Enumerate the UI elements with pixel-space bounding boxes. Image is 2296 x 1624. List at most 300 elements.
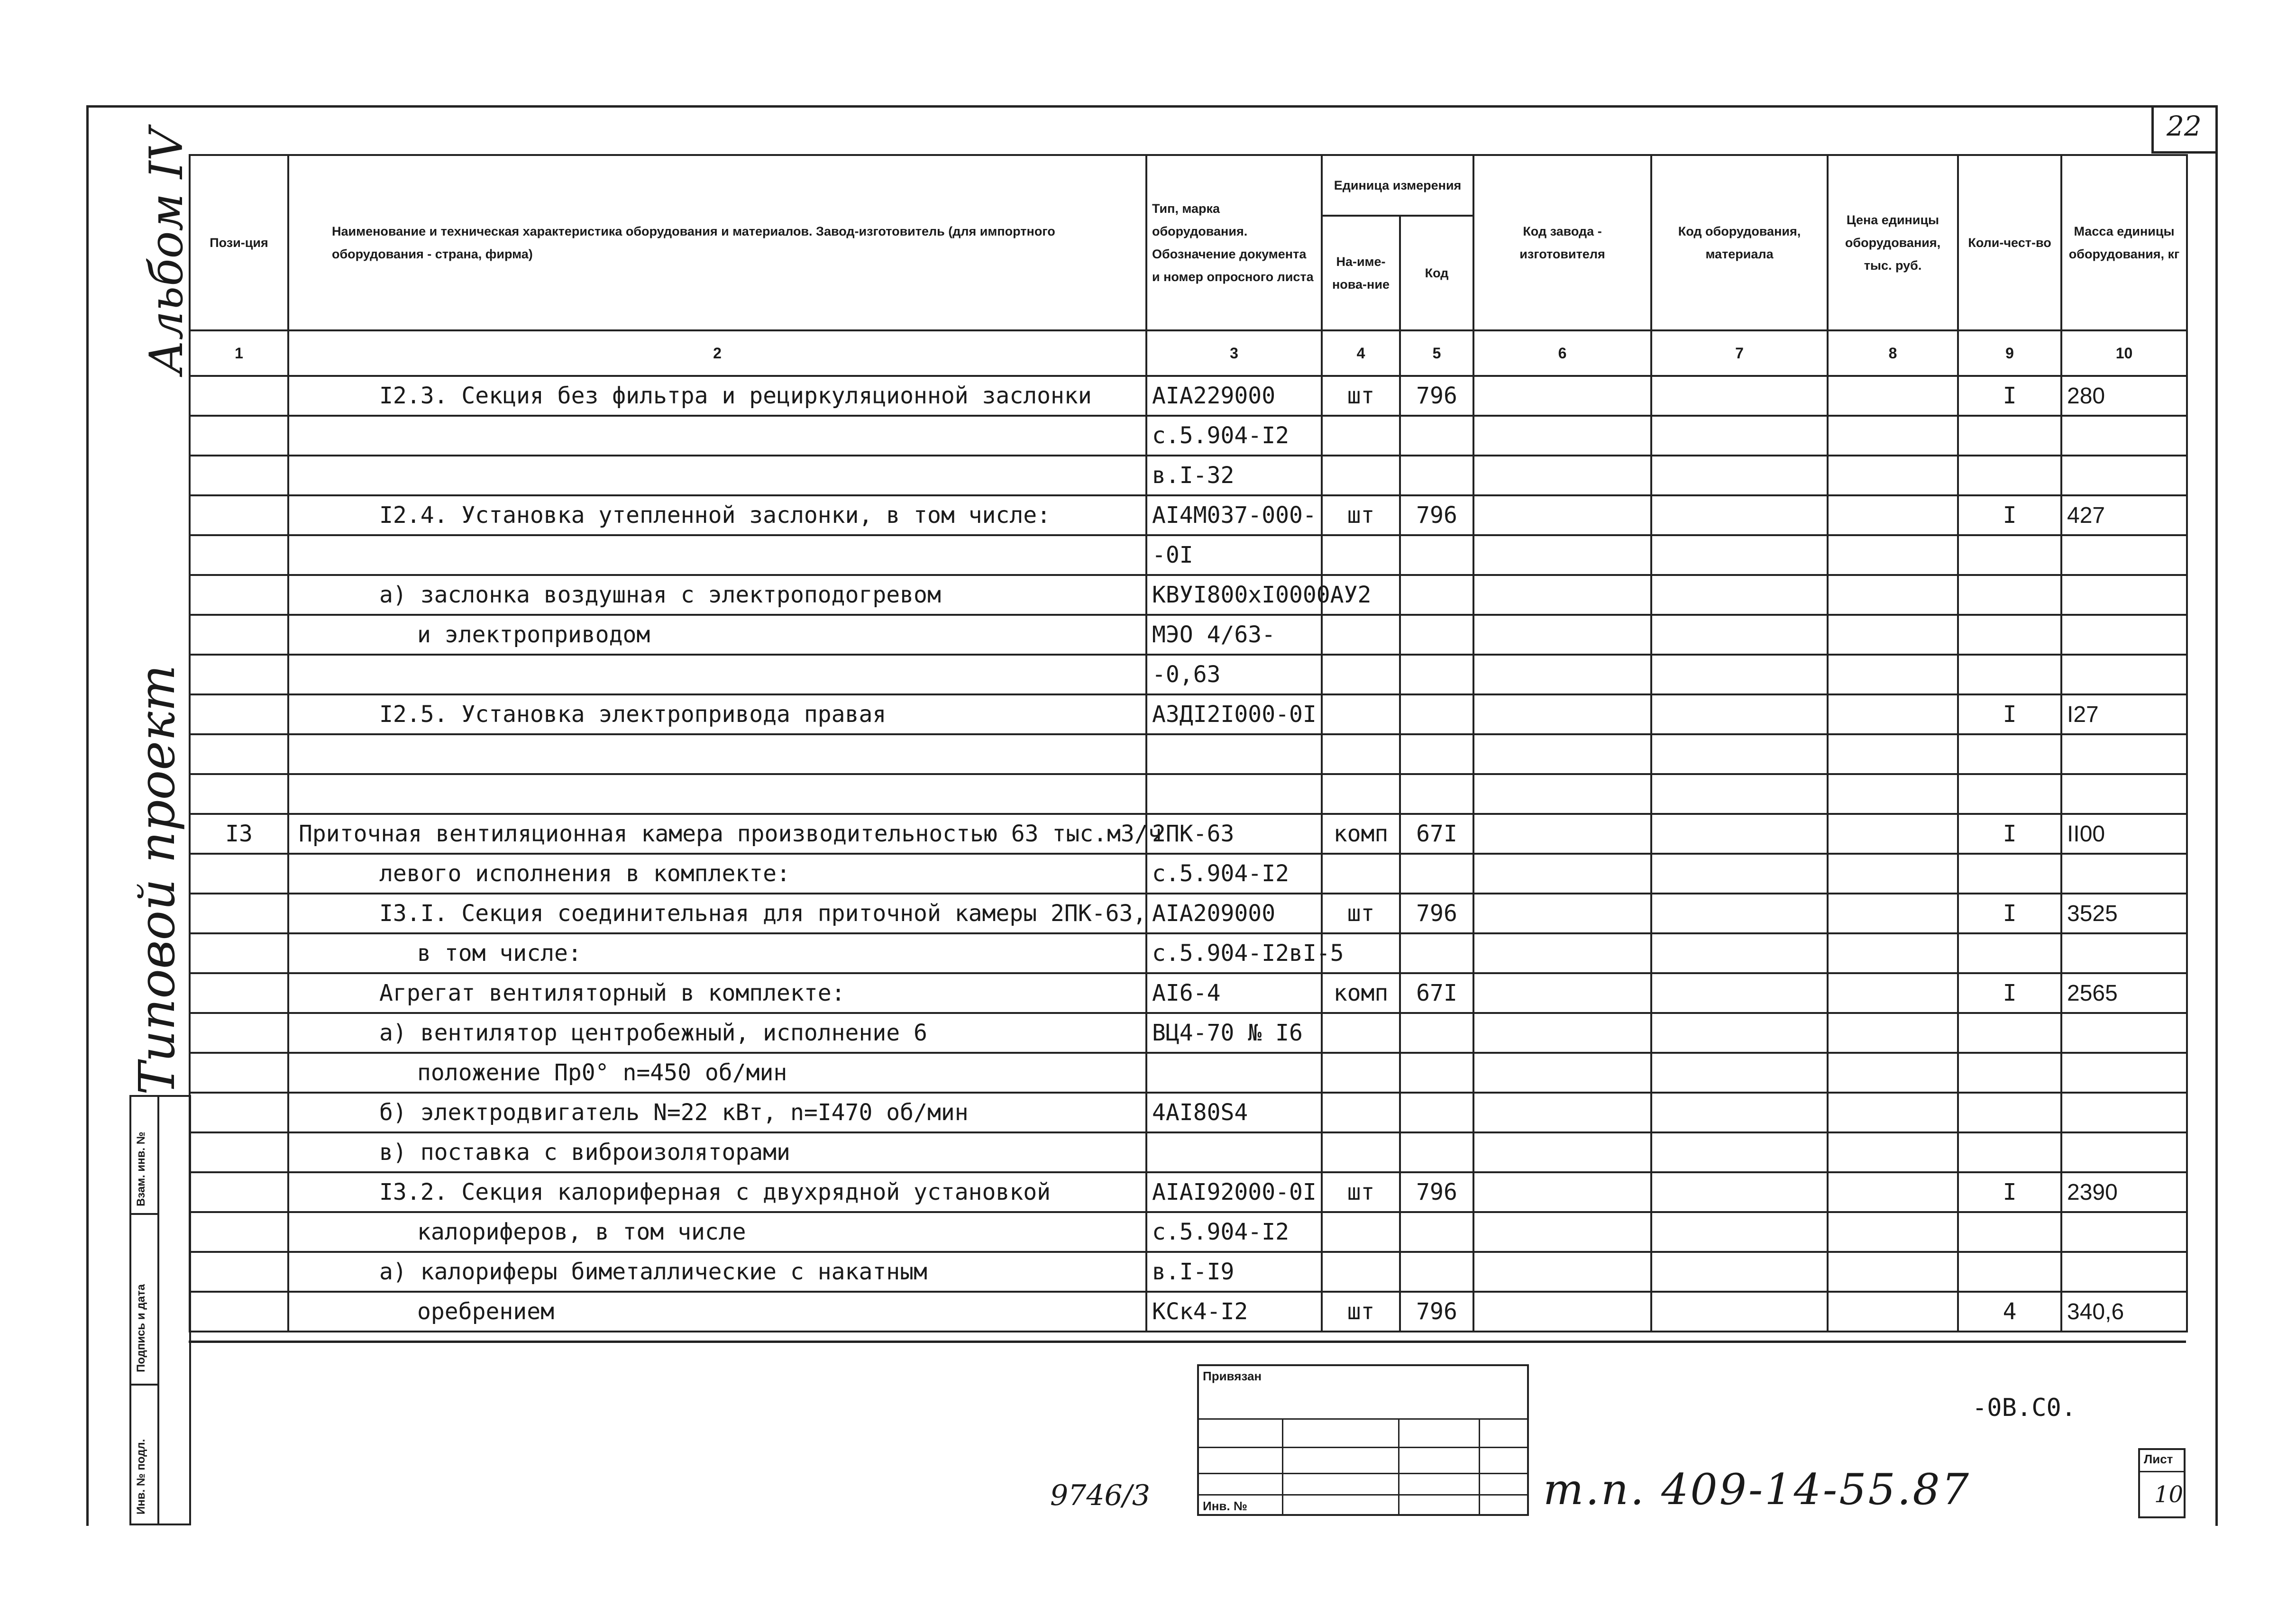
unit-code-cell [1400,456,1473,495]
mass-cell: I27 [2061,694,2187,734]
qty-cell [1958,1053,2061,1093]
col-number: 9 [1958,330,2061,376]
type-cell: КВУI800хI0000АУ2 [1146,575,1322,615]
col-header-mass: Масса единицы оборудования, кг [2061,155,2187,330]
equip-code-cell [1651,575,1828,615]
position-cell [190,1053,288,1093]
table-row [190,1172,2187,1212]
table-row [190,535,2187,575]
name-cell [288,734,1146,774]
project-stamp: Типовой проект [128,665,186,1095]
col-header-maker-code: Код завода - изготовителя [1473,155,1651,330]
equip-code-cell [1651,416,1828,456]
name-cell [288,416,1146,456]
mass-cell: 340,6 [2061,1292,2187,1332]
type-cell: в.I-32 [1146,456,1322,495]
name-cell: I2.3. Секция без фильтра и рециркуляционной заслонки [288,376,1146,416]
table-row [190,1093,2187,1132]
unit-cell [1322,1093,1400,1132]
inv-no-label: Инв. № [1203,1499,1247,1513]
album-stamp: Альбом IV [140,128,193,374]
mass-cell: 2390 [2061,1172,2187,1212]
qty-cell [1958,416,2061,456]
mass-cell: 2565 [2061,973,2187,1013]
unit-cell [1322,734,1400,774]
equip-code-cell [1651,894,1828,933]
type-cell: 2ПК-63 [1146,814,1322,854]
stamp-line [1199,1473,1527,1474]
sheet-divider [2140,1471,2184,1472]
qty-cell: I [1958,973,2061,1013]
name-cell: в) поставка с виброизоляторами [288,1132,1146,1172]
price-cell [1828,495,1958,535]
name-cell: положение Пр0° n=450 об/мин [288,1053,1146,1093]
mass-cell [2061,416,2187,456]
type-cell [1146,774,1322,814]
name-cell: левого исполнения в комплекте: [288,854,1146,894]
strip-line [131,1213,157,1215]
type-cell: МЭО 4/63- [1146,615,1322,655]
sheet-box [2138,1448,2186,1518]
position-cell [190,854,288,894]
maker-code-cell [1473,615,1651,655]
maker-code-cell [1473,535,1651,575]
strip-line [131,1384,157,1386]
price-cell [1828,1292,1958,1332]
maker-code-cell [1473,1093,1651,1132]
name-cell: I3.2. Секция калориферная с двухрядной установкой [288,1172,1146,1212]
qty-cell [1958,456,2061,495]
unit-cell: шт [1322,894,1400,933]
mass-cell [2061,734,2187,774]
unit-cell [1322,774,1400,814]
unit-code-cell [1400,854,1473,894]
unit-code-cell [1400,933,1473,973]
equip-code-cell [1651,376,1828,416]
maker-code-cell [1473,575,1651,615]
position-cell [190,575,288,615]
name-cell [288,535,1146,575]
unit-code-cell [1400,615,1473,655]
mass-cell [2061,615,2187,655]
maker-code-cell [1473,1252,1651,1292]
qty-cell [1958,615,2061,655]
qty-cell [1958,535,2061,575]
qty-cell [1958,1212,2061,1252]
stamp-line [1199,1447,1527,1448]
unit-cell [1322,1212,1400,1252]
maker-code-cell [1473,973,1651,1013]
strip-divider [157,1097,159,1524]
table-row [190,774,2187,814]
name-cell [288,456,1146,495]
name-cell [288,655,1146,694]
unit-code-cell: 67I [1400,814,1473,854]
table-row [190,416,2187,456]
privyazan-label: Привязан [1203,1369,1262,1383]
name-cell: а) вентилятор центробежный, исполнение 6 [288,1013,1146,1053]
type-cell: AIA229000 [1146,376,1322,416]
equip-code-cell [1651,933,1828,973]
qty-cell: I [1958,894,2061,933]
position-cell [190,1292,288,1332]
unit-code-cell [1400,774,1473,814]
position-cell [190,1013,288,1053]
table-row [190,376,2187,416]
unit-cell: комп [1322,973,1400,1013]
type-cell: -0,63 [1146,655,1322,694]
unit-code-cell: 796 [1400,1292,1473,1332]
table-row [190,1013,2187,1053]
equip-code-cell [1651,854,1828,894]
maker-code-cell [1473,1053,1651,1093]
table-row [190,615,2187,655]
page-number: 22 [2167,110,2202,142]
name-cell: б) электродвигатель N=22 кВт, n=I470 об/мин [288,1093,1146,1132]
qty-cell: I [1958,1172,2061,1212]
price-cell [1828,1132,1958,1172]
equip-code-cell [1651,655,1828,694]
mass-cell [2061,933,2187,973]
maker-code-cell [1473,416,1651,456]
equip-code-cell [1651,1252,1828,1292]
equip-code-cell [1651,1172,1828,1212]
col-header-qty: Коли-чест-во [1958,155,2061,330]
position-cell [190,376,288,416]
unit-code-cell [1400,1252,1473,1292]
qty-cell [1958,854,2061,894]
table-row [190,1053,2187,1093]
price-cell [1828,734,1958,774]
unit-cell [1322,1132,1400,1172]
name-cell [288,774,1146,814]
position-cell [190,1212,288,1252]
mass-cell: II00 [2061,814,2187,854]
price-cell [1828,376,1958,416]
col-number: 8 [1828,330,1958,376]
unit-cell [1322,535,1400,575]
mass-cell [2061,1212,2187,1252]
type-cell: с.5.904-I2вI-5 [1146,933,1322,973]
type-cell: КСк4-I2 [1146,1292,1322,1332]
mass-cell: 3525 [2061,894,2187,933]
equip-code-cell [1651,694,1828,734]
equip-code-cell [1651,1212,1828,1252]
type-cell [1146,1053,1322,1093]
equip-code-cell [1651,1013,1828,1053]
type-cell: AIA209000 [1146,894,1322,933]
table-row [190,734,2187,774]
position-cell [190,1172,288,1212]
qty-cell [1958,1132,2061,1172]
position-cell [190,535,288,575]
price-cell [1828,933,1958,973]
specification-table [189,154,2188,1332]
type-cell: АЗДI2I000-0I [1146,694,1322,734]
col-number: 2 [288,330,1146,376]
table-row [190,575,2187,615]
qty-cell [1958,1013,2061,1053]
price-cell [1828,1212,1958,1252]
position-cell [190,1252,288,1292]
mass-cell [2061,1013,2187,1053]
type-cell: AI6-4 [1146,973,1322,1013]
qty-cell [1958,1252,2061,1292]
type-cell: ВЦ4-70 № I6 [1146,1013,1322,1053]
stamp-line [1199,1418,1527,1420]
header-row [190,155,2187,216]
price-cell [1828,1013,1958,1053]
sheet-label: Лист [2144,1452,2173,1466]
unit-cell: шт [1322,1172,1400,1212]
stamp-col [1282,1418,1283,1514]
binding-stamp [1197,1364,1529,1516]
type-cell: 4AI80S4 [1146,1093,1322,1132]
name-cell: I3.I. Секция соединительная для приточной камеры 2ПК-63, [288,894,1146,933]
name-cell: калориферов, в том числе [288,1212,1146,1252]
table-row [190,1292,2187,1332]
mass-cell [2061,575,2187,615]
type-cell: с.5.904-I2 [1146,854,1322,894]
maker-code-cell [1473,933,1651,973]
price-cell [1828,774,1958,814]
qty-cell [1958,933,2061,973]
mass-cell: 280 [2061,376,2187,416]
mass-cell [2061,854,2187,894]
table-row [190,694,2187,734]
footer-divider [189,1341,2186,1343]
column-numbers-row [190,330,2187,376]
unit-code-cell: 796 [1400,495,1473,535]
stamp-col [1479,1418,1480,1514]
name-cell: Агрегат вентиляторный в комплекте: [288,973,1146,1013]
unit-cell [1322,416,1400,456]
col-number: 4 [1322,330,1400,376]
price-cell [1828,575,1958,615]
col-number: 6 [1473,330,1651,376]
col-number: 3 [1146,330,1322,376]
equip-code-cell [1651,535,1828,575]
position-cell [190,774,288,814]
maker-code-cell [1473,1172,1651,1212]
maker-code-cell [1473,894,1651,933]
mass-cell: 427 [2061,495,2187,535]
unit-code-cell [1400,694,1473,734]
unit-code-cell [1400,1132,1473,1172]
type-cell: с.5.904-I2 [1146,1212,1322,1252]
qty-cell: I [1958,694,2061,734]
maker-code-cell [1473,774,1651,814]
price-cell [1828,814,1958,854]
table-row [190,973,2187,1013]
table-row [190,1252,2187,1292]
unit-code-cell [1400,655,1473,694]
table-row [190,655,2187,694]
col-number: 10 [2061,330,2187,376]
equip-code-cell [1651,973,1828,1013]
equip-code-cell [1651,814,1828,854]
equip-code-cell [1651,1093,1828,1132]
maker-code-cell [1473,814,1651,854]
table-row [190,495,2187,535]
name-cell: оребрением [288,1292,1146,1332]
typical-project-number: т.п. 409-14-55.87 [1543,1465,1971,1515]
maker-code-cell [1473,1292,1651,1332]
maker-code-cell [1473,1132,1651,1172]
qty-cell: I [1958,376,2061,416]
table-row [190,456,2187,495]
table-row [190,1212,2187,1252]
unit-code-cell [1400,1053,1473,1093]
price-cell [1828,615,1958,655]
mass-cell [2061,774,2187,814]
col-header-unit: Единица измерения [1322,155,1473,216]
unit-cell [1322,655,1400,694]
mass-cell [2061,535,2187,575]
vzam-inv-label: Взам. инв. № [135,1131,147,1206]
name-cell: I2.5. Установка электропривода правая [288,694,1146,734]
name-cell: Приточная вентиляционная камера производительностью 63 тыс.м3/ч [288,814,1146,854]
price-cell [1828,1172,1958,1212]
position-cell [190,495,288,535]
price-cell [1828,694,1958,734]
qty-cell [1958,734,2061,774]
price-cell [1828,1093,1958,1132]
unit-cell [1322,1053,1400,1093]
equip-code-cell [1651,495,1828,535]
maker-code-cell [1473,495,1651,535]
position-cell [190,1093,288,1132]
document-code: -0В.С0. [1972,1394,2076,1422]
position-cell [190,416,288,456]
unit-cell [1322,1013,1400,1053]
stamp-col [1398,1418,1400,1514]
price-cell [1828,1252,1958,1292]
mass-cell [2061,1132,2187,1172]
unit-cell [1322,456,1400,495]
unit-cell: шт [1322,376,1400,416]
price-cell [1828,894,1958,933]
maker-code-cell [1473,655,1651,694]
col-header-equip-code: Код оборудования, материала [1651,155,1828,330]
price-cell [1828,655,1958,694]
unit-code-cell [1400,1212,1473,1252]
maker-code-cell [1473,1013,1651,1053]
mass-cell [2061,1252,2187,1292]
name-cell: и электроприводом [288,615,1146,655]
inv-orig-label: Инв. № подл. [135,1439,147,1515]
unit-code-cell [1400,734,1473,774]
equip-code-cell [1651,734,1828,774]
unit-cell [1322,1252,1400,1292]
position-cell [190,933,288,973]
col-number: 7 [1651,330,1828,376]
equip-code-cell [1651,774,1828,814]
table-row [190,1132,2187,1172]
position-cell: I3 [190,814,288,854]
maker-code-cell [1473,694,1651,734]
unit-code-cell [1400,1093,1473,1132]
position-cell [190,655,288,694]
type-cell: AI4M037-000- [1146,495,1322,535]
maker-code-cell [1473,376,1651,416]
unit-cell: шт [1322,495,1400,535]
name-cell: I2.4. Установка утепленной заслонки, в том числе: [288,495,1146,535]
unit-cell [1322,694,1400,734]
unit-cell [1322,854,1400,894]
position-cell [190,973,288,1013]
type-cell: AIAI92000-0I [1146,1172,1322,1212]
mass-cell [2061,1093,2187,1132]
price-cell [1828,456,1958,495]
table-row [190,854,2187,894]
col-header-unit-code: Код [1400,216,1473,330]
maker-code-cell [1473,854,1651,894]
type-cell: в.I-I9 [1146,1252,1322,1292]
mass-cell [2061,655,2187,694]
equip-code-cell [1651,1292,1828,1332]
col-header-type: Тип, марка оборудования. Обозначение документа и номер опросного листа [1146,155,1322,330]
unit-cell: шт [1322,1292,1400,1332]
price-cell [1828,973,1958,1013]
qty-cell [1958,575,2061,615]
name-cell: а) заслонка воздушная с электроподогревом [288,575,1146,615]
name-cell: в том числе: [288,933,1146,973]
maker-code-cell [1473,1212,1651,1252]
sign-date-label: Подпись и дата [135,1284,147,1372]
col-number: 1 [190,330,288,376]
name-cell: а) калориферы биметаллические с накатным [288,1252,1146,1292]
equip-code-cell [1651,456,1828,495]
price-cell [1828,535,1958,575]
unit-code-cell [1400,1013,1473,1053]
table-row [190,894,2187,933]
unit-code-cell: 796 [1400,376,1473,416]
position-cell [190,615,288,655]
type-cell: с.5.904-I2 [1146,416,1322,456]
type-cell [1146,1132,1322,1172]
mass-cell [2061,1053,2187,1093]
table-row [190,933,2187,973]
col-header-unit-name: На-име-нова-ние [1322,216,1400,330]
position-cell [190,456,288,495]
unit-code-cell [1400,535,1473,575]
col-header-name: Наименование и техническая характеристика оборудования и материалов. Завод-изготовитель (для импортного оборудования - страна, фирма) [288,155,1146,330]
col-number: 5 [1400,330,1473,376]
stamp-line [1199,1494,1527,1496]
col-header-price: Цена единицы оборудования, тыс. руб. [1828,155,1958,330]
position-cell [190,694,288,734]
position-cell [190,894,288,933]
qty-cell [1958,1093,2061,1132]
unit-code-cell: 67I [1400,973,1473,1013]
position-cell [190,734,288,774]
maker-code-cell [1473,456,1651,495]
position-cell [190,1132,288,1172]
price-cell [1828,416,1958,456]
price-cell [1828,1053,1958,1093]
unit-code-cell [1400,416,1473,456]
table-row [190,814,2187,854]
maker-code-cell [1473,734,1651,774]
qty-cell [1958,774,2061,814]
qty-cell [1958,655,2061,694]
table-body [190,376,2187,1332]
unit-cell [1322,615,1400,655]
mass-cell [2061,456,2187,495]
unit-code-cell: 796 [1400,1172,1473,1212]
col-header-position: Пози-ция [190,155,288,330]
